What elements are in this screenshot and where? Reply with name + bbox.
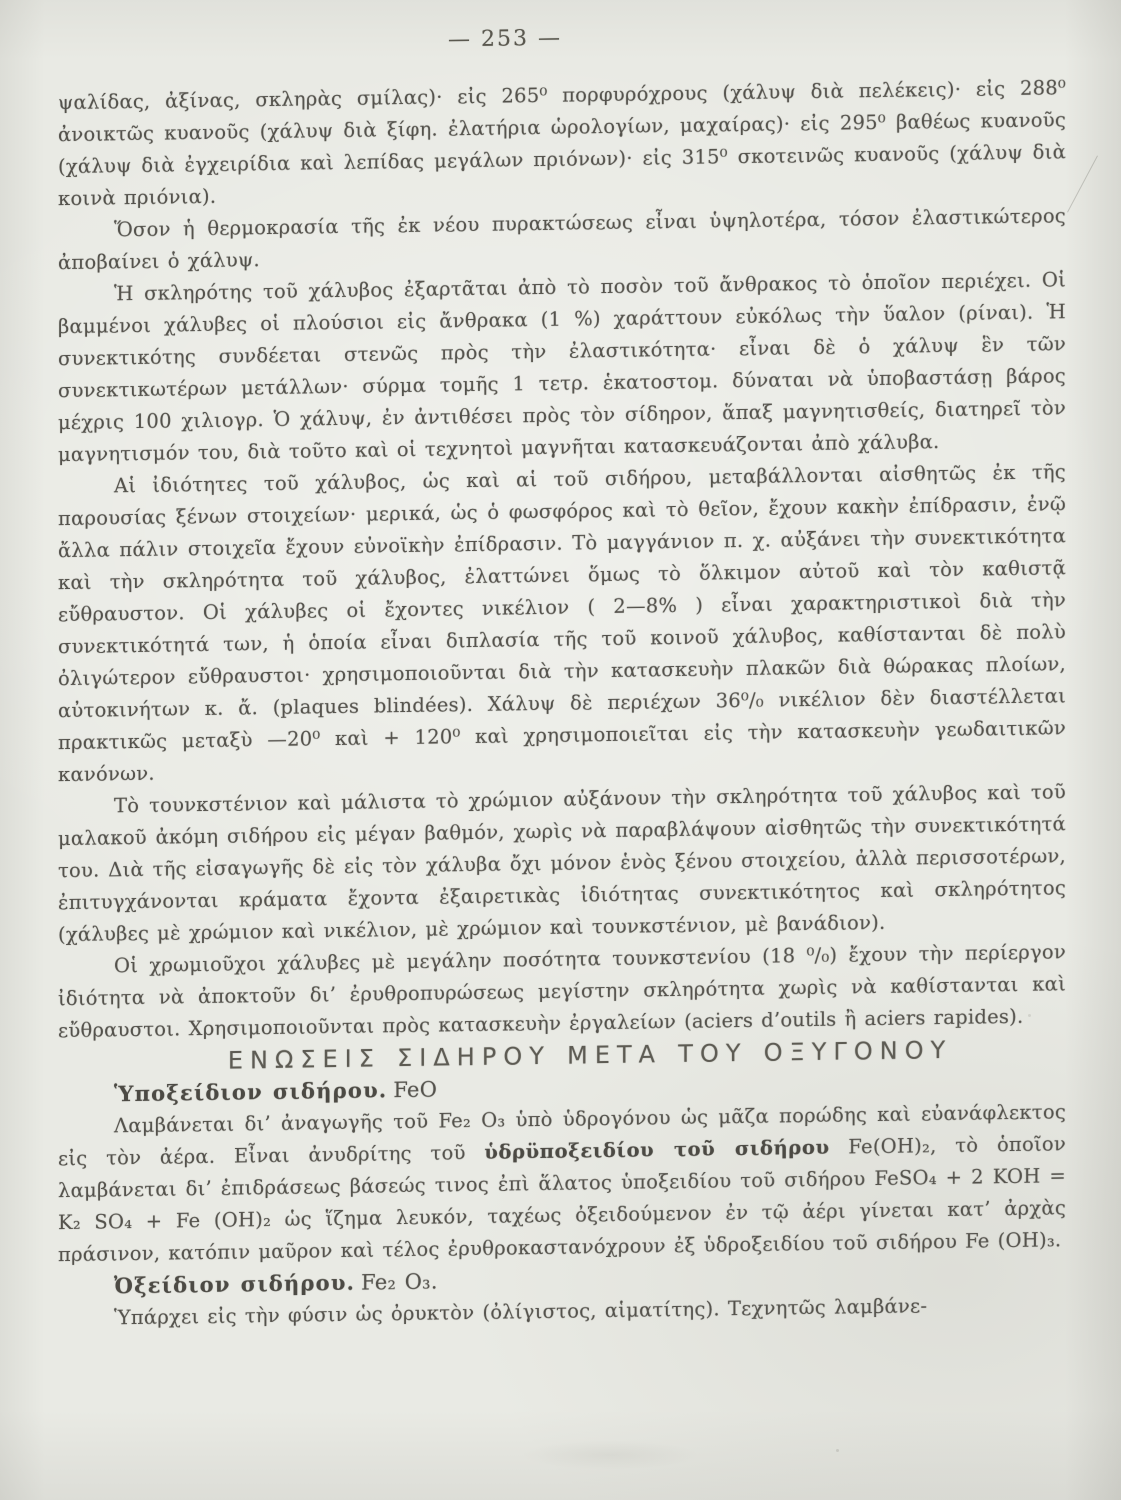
paper-speck [836, 1449, 839, 1452]
subsection-title: Ὑποξείδιον σιδήρου. [114, 1077, 388, 1107]
page-content [58, 72, 1066, 1335]
paragraph-text: Fe(OH)₂, τὸ ὁποῖον λαμβάνεται δι’ ἐπιδράσεως βάσεώς τινος ἐπὶ ἅλατος ὑποξειδίου τοῦ σιδήρου FeSO₄ + 2 KOH = K₂ SO₄ + Fe (OH)₂ ὡς ἵζημα λευκόν, ταχέως ὀξειδούμενον ἐν τῷ ἀέρι γίνεται κατ’ ἀρχὰς πράσινον, κατόπιν μαῦρον καὶ τέλος ἐρυθροκαστανόχρουν ἐξ ὑδροξειδίου τοῦ σιδήρου Fe (OH)₃. [58, 1132, 1066, 1267]
paragraph-text: Λαμβάνεται δι’ ἀναγωγῆς τοῦ Fe₂ O₃ ὑπὸ ὑδρογόνου ὡς μᾶζα πορώδης καὶ εὐανάφλεκτος εἰς τὸν ἀέρα. Εἶναι ἀνυδρίτης τοῦ [58, 1100, 1066, 1171]
page-number: — 253 — [448, 25, 562, 53]
paragraph [58, 1096, 1066, 1271]
paragraph: Αἱ ἰδιότητες τοῦ χάλυβος, ὡς καὶ αἱ τοῦ σιδήρου, μεταβάλλονται αἰσθητῶς ἐκ τῆς παρουσίας ξένων στοιχείων· μερικά, ὡς ὁ φωσφόρος καὶ τὸ θεῖον, ἔχουν κακὴν ἐπίδρασιν, ἐνῷ ἄλλα πάλιν στοιχεῖα ἔχουν εὐνοϊκὴν ἐπίδρασιν. Τὸ μαγγάνιον π. χ. αὐξάνει τὴν συνεκτικότητα καὶ τὴν σκληρότητα τοῦ χάλυβος, ἐλαττώνει ὅμως τὸ ὅλκιμον αὐτοῦ καὶ τὸν καθιστᾷ εὔθραυστον. Οἱ χάλυβες οἱ ἔχοντες νικέλιον ( 2—8% ) εἶναι χαρακτηριστικοὶ διὰ τὴν συνεκτικότητά των, ἡ ὁποία εἶναι διπλασία τῆς τοῦ κοινοῦ χάλυβος, καθίστανται δὲ πολὺ ὀλιγώτερον εὔθραυστοι· χρησιμοποιοῦνται διὰ τὴν κατασκευὴν πλακῶν διὰ θώρακας πλοίων, αὐτοκινήτων κ. ἄ. (plaques blindées). Χάλυψ δὲ περιέχων 36⁰/₀ νικέλιον δὲν διαστέλλεται πρακτικῶς μεταξὺ —20⁰ καὶ + 120⁰ καὶ χρησιμοποιεῖται εἰς τὴν κατασκευὴν γεωδαιτικῶν κανόνων. [58, 460, 1066, 787]
chemical-formula: Fe₂ O₃. [361, 1269, 438, 1295]
paragraph: Οἱ χρωμιοῦχοι χάλυβες μὲ μεγάλην ποσότητα τουνκστενίου (18 ⁰/₀) ἔχουν τὴν περίεργον ἰδιότητα νὰ ἀποκτοῦν δι’ ἐρυθροπυρώσεως μεγίστην σκληρότητα χωρὶς νὰ καθίστανται καὶ εὔθραυστοι. Χρησιμοποιοῦνται πρὸς κατασκευὴν ἐργαλείων (aciers d’outils ἢ aciers rapides). [58, 940, 1066, 1043]
paragraph: Τὸ τουνκστένιον καὶ μάλιστα τὸ χρώμιον αὐξάνουν τὴν σκληρότητα τοῦ χάλυβος καὶ τοῦ μαλακοῦ ἀκόμη σιδήρου εἰς μέγαν βαθμόν, χωρὶς νὰ παραβλάψουν αἰσθητῶς τὴν συνεκτικότητά του. Διὰ τῆς εἰσαγωγῆς δὲ εἰς τὸν χάλυβα ὄχι μόνον ἑνὸς ξένου στοιχείου, ἀλλὰ περισσοτέρων, ἐπιτυγχάνονται κράματα ἔχοντα ἐξαιρετικὰς ἰδιότητας συνεκτικότητος καὶ σκληρότητος (χάλυβες μὲ χρώμιον καὶ νικέλιον, μὲ χρώμιον καὶ τουνκστένιον, μὲ βανάδιον). [58, 780, 1066, 947]
paragraph: Ὅσον ἡ θερμοκρασία τῆς ἐκ νέου πυρακτώσεως εἶναι ὑψηλοτέρα, τόσον ἐλαστικώτερος ἀποβαίνει ὁ χάλυψ. [58, 204, 1066, 275]
paper-smudge [520, 1440, 700, 1470]
paper-scratch [1067, 156, 1098, 213]
section-heading: ΕΝΩΣΕΙΣ ΣΙΔΗΡΟΥ ΜΕΤΑ ΤΟΥ ΟΞΥΓΟΝΟΥ [227, 1035, 953, 1075]
paragraph: Ὑπάρχει εἰς τὴν φύσιν ὡς ὀρυκτὸν (ὀλίγιστος, αἱματίτης). Τεχνητῶς λαμβάνε- [114, 1294, 928, 1330]
paper-speck [701, 952, 705, 956]
paragraph: Ἡ σκληρότης τοῦ χάλυβος ἐξαρτᾶται ἀπὸ τὸ ποσὸν τοῦ ἄνθρακος τὸ ὁποῖον περιέχει. Οἱ βαμμένοι χάλυβες οἱ πλούσιοι εἰς ἄνθρακα (1 %) χαράττουν εὐκόλως τὴν ὕαλον (ρίναι). Ἡ συνεκτικότης συνδέεται στενῶς πρὸς τὴν ἐλαστικότητα· εἶναι δὲ ὁ χάλυψ ἓν τῶν συνεκτικωτέρων μετάλλων· σύρμα τομῆς 1 τετρ. ἑκατοστομ. δύναται νὰ ὑποβαστάσῃ βάρος μέχρις 100 χιλιογρ. Ὁ χάλυψ, ἐν ἀντιθέσει πρὸς τὸν σίδηρον, ἅπαξ μαγνητισθείς, διατηρεῖ τὸν μαγνητισμόν του, διὰ τοῦτο καὶ οἱ τεχνητοὶ μαγνῆται κατασκευάζονται ἀπὸ χάλυβα. [58, 268, 1066, 467]
subsection-title: Ὀξείδιον σιδήρου. [114, 1269, 356, 1299]
bold-term: ὑδρϋποξειδίου τοῦ σιδήρου [484, 1135, 830, 1164]
chemical-formula: FeO [393, 1077, 438, 1103]
paragraph-continuation: ψαλίδας, ἀξίνας, σκληρὰς σμίλας)· εἰς 265⁰ πορφυρόχρους (χάλυψ διὰ πελέκεις)· εἰς 288⁰ ἀνοικτῶς κυανοῦς (χάλυψ διὰ ξίφη. ἐλατήρια ὡρολογίων, μαχαίρας)· εἰς 295⁰ βαθέως κυανοῦς (χάλυψ διὰ ἐγχειρίδια καὶ λεπίδας μεγάλων πριόνων)· εἰς 315⁰ σκοτεινῶς κυανοῦς (χάλυψ διὰ κοινὰ πριόνια). [58, 76, 1066, 211]
paper-speck [1028, 1014, 1031, 1017]
